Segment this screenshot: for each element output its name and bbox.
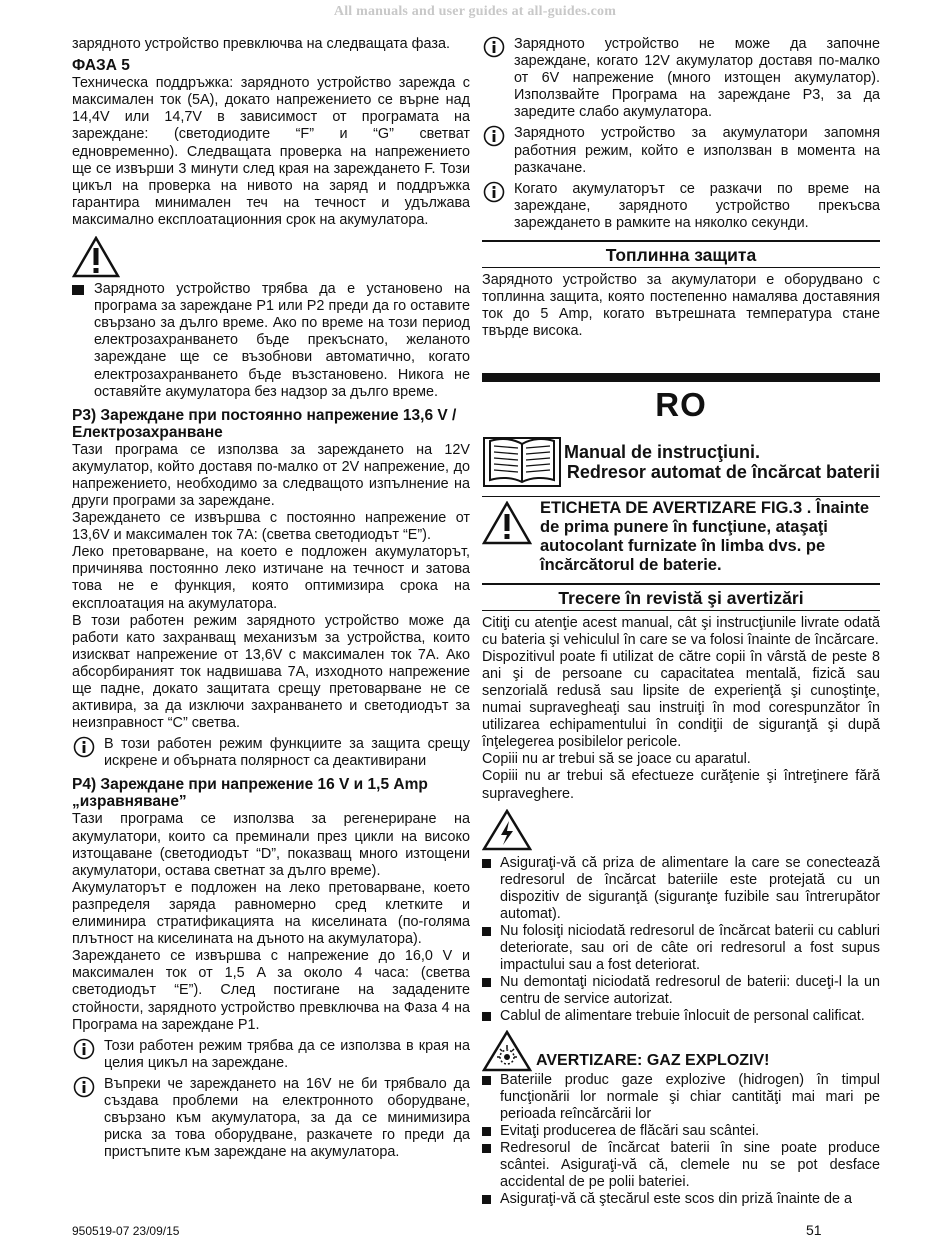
info3: [482, 181, 880, 232]
info1-text: Зарядното устройство не може да започне зареждане, когато 12V акумулатор доставя по-малко от 6V напрежение (много изтощен акумулатор). Използвайте Програма на зареждане P3, за да заредите слабо акумулатора.: [514, 36, 880, 121]
info-icon: [482, 181, 506, 203]
label-warning-block: [482, 496, 880, 575]
gas-bullet-1: [482, 1123, 880, 1140]
p4-para2: Акумулаторът е подложен на леко претоварване, което разпределя заряда равномерно сред клетките и елиминира стратификацията на киселината (по-голяма плътност на киселината на дъното на акумулатора).: [72, 879, 470, 948]
elec-bullet-3: [482, 1008, 880, 1025]
gas-bullet-0: [482, 1072, 880, 1123]
watermark: All manuals and user guides at all-guides.com: [333, 4, 617, 19]
explosion-warning-icon: [482, 1030, 532, 1072]
p4-para1: Тази програма се използва за регенериране на акумулатори, които са преминали през цикли на високо изтощаване (светодиодът “D”, показващ много изтощени акумулатори, остава светнат за дълго време).: [72, 811, 470, 879]
bullet-square-icon: [482, 1076, 491, 1085]
info-icon: [72, 1076, 96, 1098]
p3-para3: Леко претоварване, на което е подложен акумулаторът, причинява постоянно леко изтичане на течност и затова това не е функция, която оптимизира срока на експлоатация на акумулатора.: [72, 544, 470, 612]
p4-info1: [72, 1038, 470, 1072]
elec-bullet-text: Cablul de alimentare trebuie înlocuit de personal calificat.: [500, 1008, 865, 1025]
bullet-square-icon: [482, 927, 491, 936]
manual-header: [482, 432, 880, 488]
info2-text: Зарядното устройство за акумулатори запомня работния режим, който е използван в момента на разкачане.: [514, 125, 880, 176]
info-icon: [72, 1038, 96, 1060]
phase5-text: Техническа поддръжка: зарядното устройство зарежда с максимален ток (5A), докато напрежението се върне над 14,4V или 14,7V в зависимост от програмата на зареждане: (светодиодите “F” и “G” светват едновременно). Следващата проверка на напрежението ще се извърши 3 минути след края на зареждането F. Този цикъл на проверка на нивото на заряд и поддръжка гарантира минимален теч на течност и удължава максимално експлоатационния срок на акумулатора.: [72, 75, 470, 228]
gas-bullet-text: Evitaţi producerea de flăcări sau scântei.: [500, 1122, 760, 1139]
elec-bullet-text: Asiguraţi-vă că priza de alimentare la care se conectează redresorul de încărcat bateriile este protejată cu un dispozitiv de siguranţă (siguranţe fuzibile sau întrerupător automat).: [500, 854, 880, 922]
gas-bullet-text: Asiguraţi-vă că ştecărul este scos din priză înainte de a: [500, 1191, 852, 1208]
p4-info2: [72, 1076, 470, 1161]
info3-text: Когато акумулаторът се разкачи по време на зареждане, зарядното устройство прекъсва зареждането в рамките на няколко секунди.: [514, 180, 880, 231]
intro-line: зарядното устройство превключва на следващата фаза.: [72, 36, 450, 52]
bullet-square-icon: [482, 1144, 491, 1153]
bullet-square-icon: [72, 285, 84, 295]
review-title: Trecere în revistă şi avertizări: [482, 583, 880, 611]
p3-title: P3) Зареждане при постоянно напрежение 13,6 V / Електрозахранване: [72, 406, 457, 441]
electric-shock-icon: [482, 809, 532, 851]
review-para4: Copiii nu ar trebui să efectueze curăţenie şi întreţinere fără supraveghere.: [482, 768, 880, 802]
phase5-title: ФАЗА 5: [72, 57, 130, 75]
label-warning-text: ETICHETA DE AVERTIZARE FIG.3 . Înainte de prima punere în funcţiune, ataşaţi autocolant furnizate în limba dvs. pe încărcătorul de baterie.: [540, 498, 870, 574]
book-icon: [482, 432, 562, 488]
bullet-square-icon: [482, 1195, 491, 1204]
bullet-square-icon: [482, 1127, 491, 1136]
bullet-square-icon: [482, 1012, 491, 1021]
manual-title: Manual de instrucţiuni.: [564, 442, 761, 463]
gas-bullet-3: [482, 1191, 880, 1208]
manual-subtitle: Redresor automat de încărcat baterii: [566, 461, 880, 482]
right-column: [482, 36, 880, 1208]
explosive-gas-header: [482, 1030, 880, 1072]
p4-info2-text: Въпреки че зареждането на 16V не би трябвало да създава проблеми на електронното оборудване, свързано към акумулатора, за да се минимизира риска за това оборудване, разкачете го преди да пристъпите към зареждане на акумулатора.: [104, 1075, 470, 1161]
warning-bullet: [72, 281, 470, 401]
language-code: RO: [655, 385, 707, 423]
section-divider: [482, 373, 880, 382]
p4-title: P4) Зареждане при напрежение 16 V и 1,5 Amp „изравняване”: [72, 776, 428, 811]
gas-bullet-text: Bateriile produc gaze explozive (hidrogen) în timpul funcţionării lor normale şi chiar cantităţi mai mari pe perioada reîncărcării lor: [500, 1071, 880, 1122]
bullet-square-icon: [482, 978, 491, 987]
explosive-title: AVERTIZARE: GAZ EXPLOZIV!: [536, 1052, 770, 1070]
left-column: [72, 36, 470, 1161]
thermal-title: Топлинна защита: [482, 240, 880, 268]
p3-info: [72, 736, 470, 770]
info-icon: [482, 36, 506, 58]
info-icon: [482, 125, 506, 147]
p4-para3: Зареждането се извършва с напрежение до 16,0 V и максимален ток от 1,5 A за около 4 часа: (светва светодиодът “E”). След постигане на зададените стойности, зарядното устройство превключва на Фаза 4 на Програма на зареждане P1.: [72, 948, 470, 1033]
review-para3: Copiii nu ar trebui să se joace cu aparatul.: [482, 751, 751, 768]
gas-bullet-text: Redresorul de încărcat baterii în sine poate produce scântei. Asiguraţi-vă că, clemele nu se pot desface accidental de pe polii bateriei.: [500, 1139, 880, 1191]
p3-info-text: В този работен режим функциите за защита срещу искрене и обърната полярност са деактивирани: [104, 736, 470, 770]
info-icon: [72, 736, 96, 758]
elec-bullet-text: Nu folosiţi niciodată redresorul de încărcat baterii cu cabluri deteriorate, sau ori de câte ori redresorul a fost supus impactului sau a fost deteriorat.: [500, 923, 880, 974]
review-para2: Dispozitivul poate fi utilizat de către copii în vârstă de peste 8 ani şi de persoane cu capacitatea mentală, fizică sau senzorială redusă sau lipsite de experienţă şi cunoştinţe, numai supravegheaţi sau instruiţi în mod corespunzător în utilizarea echipamentului în condiţii de siguranţă şi după înţelegerea posibilelor pericole.: [482, 648, 880, 751]
document-code: 950519-07 23/09/15: [72, 1224, 180, 1238]
p3-para1: Тази програма се използва за зареждането на 12V акумулатор, който доставя по-малко от 2V напрежение, до напрежението, необходимо за следващото изпълнение на други програми за зареждане.: [72, 441, 470, 509]
warning-triangle-icon: [72, 236, 120, 278]
bullet-square-icon: [482, 859, 491, 868]
p3-para4: В този работен режим зарядното устройство може да работи като захранващ механизъм за устройства, които изискват напрежение от 13,6V с максимален ток 7A. Ако абсорбираният ток надвишава 7A, изходното напрежение ще падне, докато защитата срещу претоварване не се активира, за да изключи захранването и светодиодът за неизправност “C” светва.: [72, 612, 470, 732]
warning-text: Зарядното устройство трябва да е установено на програма за зареждане P1 или P2 преди да го оставите свързано за дълго време. Ако по време на този период електрозахранването бъде прекъснато, желаното зареждане ще се възобнови автоматично, когато електрозахранването бъде възстановено. Никога не оставяйте акумулатора без надзор за дълго време.: [94, 281, 470, 400]
p4-info1-text: Този работен режим трябва да се използва в края на целия цикъл на зареждане.: [104, 1037, 470, 1071]
page-number: 51: [806, 1222, 822, 1238]
info2: [482, 125, 880, 176]
thermal-text: Зарядното устройство за акумулатори е оборудвано с топлинна защита, която постепенно намалява доставяния ток до 5 Amp, когато вътрешната температура стане твърде висока.: [482, 272, 880, 340]
elec-bullet-2: [482, 974, 880, 1008]
warning-triangle-icon: [482, 501, 532, 545]
elec-bullet-1: [482, 923, 880, 974]
elec-bullet-0: [482, 855, 880, 923]
info1: [482, 36, 880, 121]
p3-para2: Зареждането се извършва с постоянно напрежение от 13,6V и максимален ток 7A: (светва светодиодът “E”).: [72, 510, 470, 544]
gas-bullet-2: [482, 1140, 880, 1191]
review-para1: Citiţi cu atenţie acest manual, cât şi instrucţiunile livrate odată cu bateria şi vehiculul în care se va folosi înainte de încărcare.: [482, 614, 880, 648]
elec-bullet-text: Nu demontaţi niciodată redresorul de baterii: duceţi-l la un centru de service autorizat.: [500, 974, 880, 1008]
